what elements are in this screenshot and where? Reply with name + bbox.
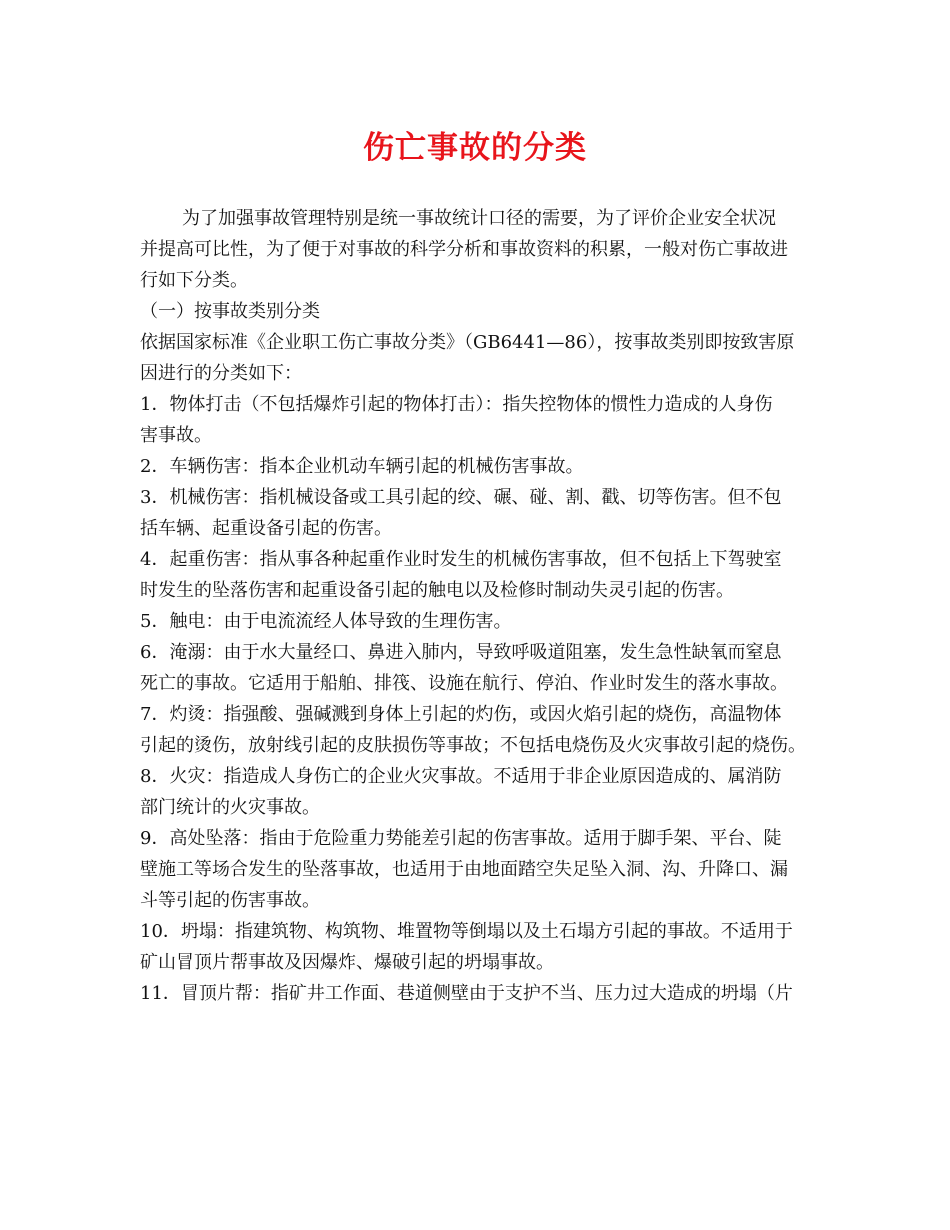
list-item-line: 5．触电：由于电流流经人体导致的生理伤害。 [140, 611, 512, 632]
list-item-line: 3．机械伤害：指机械设备或工具引起的绞、碾、碰、割、戳、切等伤害。但不包 [140, 487, 782, 508]
paragraph-line: 为了加强事故管理特别是统一事故统计口径的需要，为了评价企业安全状况 [182, 208, 776, 229]
list-item-line: 9．高处坠落：指由于危险重力势能差引起的伤害事故。适用于脚手架、平台、陡 [140, 828, 782, 849]
paragraph-line: 因进行的分类如下： [140, 363, 302, 384]
section-heading: （一）按事故类别分类 [140, 301, 320, 322]
list-item-line: 7．灼烫：指强酸、强碱溅到身体上引起的灼伤，或因火焰引起的烧伤，高温物体 [140, 704, 782, 725]
list-item-line: 部门统计的火灾事故。 [140, 797, 320, 818]
list-item-line: 死亡的事故。它适用于船舶、排筏、设施在航行、停泊、作业时发生的落水事故。 [140, 673, 788, 694]
paragraph-line: 行如下分类。 [140, 270, 248, 291]
list-item-line: 6．淹溺：由于水大量经口、鼻进入肺内，导致呼吸道阻塞，发生急性缺氧而窒息 [140, 642, 782, 663]
list-item-line: 引起的烫伤，放射线引起的皮肤损伤等事故；不包括电烧伤及火灾事故引起的烧伤。 [140, 735, 806, 756]
list-item-line: 时发生的坠落伤害和起重设备引起的触电以及检修时制动失灵引起的伤害。 [140, 580, 734, 601]
list-item-line: 11．冒顶片帮：指矿井工作面、巷道侧壁由于支护不当、压力过大造成的坍塌（片 [140, 983, 793, 1004]
list-item-line: 壁施工等场合发生的坠落事故，也适用于由地面踏空失足坠入洞、沟、升降口、漏 [140, 859, 788, 880]
list-item-line: 害事故。 [140, 425, 212, 446]
list-item-line: 4．起重伤害：指从事各种起重作业时发生的机械伤害事故，但不包括上下驾驶室 [140, 549, 782, 570]
list-item-line: 矿山冒顶片帮事故及因爆炸、爆破引起的坍塌事故。 [140, 952, 554, 973]
paragraph-line: 并提高可比性，为了便于对事故的科学分析和事故资料的积累，一般对伤亡事故进 [140, 239, 788, 260]
list-item-line: 2．车辆伤害：指本企业机动车辆引起的机械伤害事故。 [140, 456, 584, 477]
page-title: 伤亡事故的分类 [363, 130, 587, 166]
paragraph-line: 依据国家标准《企业职工伤亡事故分类》（GB6441—86），按事故类别即按致害原 [140, 332, 795, 353]
document-body [140, 203, 815, 1009]
list-item-line: 括车辆、起重设备引起的伤害。 [140, 518, 392, 539]
list-item-line: 10．坍塌：指建筑物、构筑物、堆置物等倒塌以及土石塌方引起的事故。不适用于 [140, 921, 793, 942]
list-item-line: 斗等引起的伤害事故。 [140, 890, 320, 911]
list-item-line: 1．物体打击（不包括爆炸引起的物体打击）：指失控物体的惯性力造成的人身伤 [140, 394, 773, 415]
list-item-line: 8．火灾：指造成人身伤亡的企业火灾事故。不适用于非企业原因造成的、属消防 [140, 766, 782, 787]
